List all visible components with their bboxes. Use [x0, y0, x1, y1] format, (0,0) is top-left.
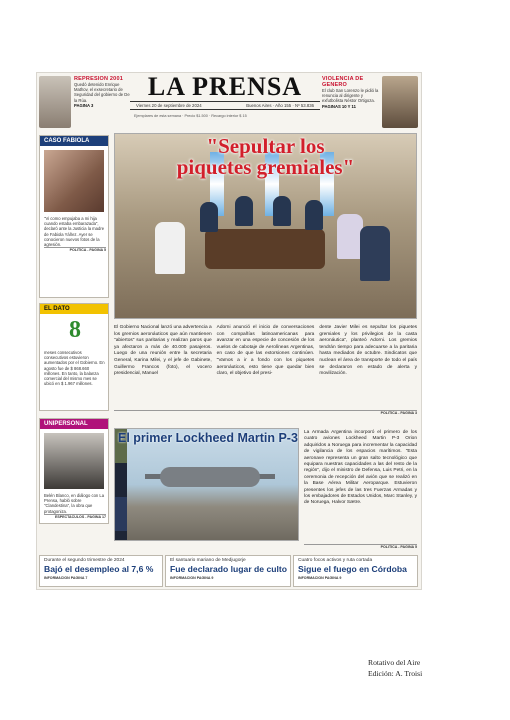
box-title: CASO FABIOLA	[40, 136, 108, 146]
box-title: EL DATO	[40, 304, 108, 314]
box-text: Belén Blanco, en diálogo con La Prensa, habló sobre "Clandestina", la obra que protagoniza.	[44, 493, 105, 514]
teaser-text: Quedó detenido Enrique Mathov, el exsecretario de Seguridad del gobierno de De la Rúa.	[74, 82, 130, 103]
person-shape	[115, 531, 127, 541]
strip-page: INFORMACION PAGINA 9	[298, 576, 342, 580]
story-column: El Gobierno Nacional lanzó una advertencia a los gremios aeronáuticos que aún mantienen "abiertos" sus paritarias y realizan paros que ya afectaron a más de 40.000 pasajeros. Luego de una reunión entre la secretaria General, Karina Milei, y el jefe de Gabinete, Guillermo Francos (foto), el vocero presidencial, Manuel	[114, 325, 212, 377]
story-column: dente Javier Milei es sepultar los piquetes gremiales y los privilegios de la casta aeronáutica", planteó Adorni. Los gremios tendrán tiempo para adecuarse a la paritaria hasta mediados de octubre. Sindicatos que nuclean el área de transporte de todo el país se declararon en estado de alerta y movilización.	[319, 325, 418, 377]
person-shape	[360, 226, 390, 281]
strip-item-desempleo[interactable]	[39, 555, 163, 587]
masthead	[130, 74, 320, 118]
person-shape	[115, 497, 127, 531]
headline-line-2: piquetes gremiales"	[176, 155, 355, 179]
strip-item-medjugorje[interactable]	[165, 555, 291, 587]
teaser-page: PAGINA 3	[74, 102, 94, 108]
strip-lead: El santuario mariano de Medjugorje	[170, 558, 246, 563]
credits	[368, 657, 478, 679]
header-right-teaser[interactable]	[322, 76, 418, 128]
teaser-photo	[39, 76, 71, 128]
person-shape	[115, 463, 127, 497]
box-title: UNIPERSONAL	[40, 419, 108, 429]
teaser-photo	[382, 76, 418, 128]
strip-page: INFORMACION PAGINA 7	[44, 576, 88, 580]
issue-city: Buenos Aires · Año 155 · Nº 53.836	[246, 103, 314, 108]
caso-fabiola-box[interactable]	[39, 135, 109, 298]
person-shape	[273, 196, 291, 226]
strip-lead: Cuatro focos activos y ruta cortada	[298, 558, 373, 563]
box-footer: POLITICA - PAGINA 5	[44, 247, 106, 252]
strip-headline: Sigue el fuego en Córdoba	[298, 564, 407, 574]
el-dato-box[interactable]	[39, 303, 109, 411]
lockheed-footer: POLITICA - PAGINA 5	[304, 544, 417, 549]
teaser-kicker: REPRESION 2001	[74, 76, 123, 82]
meeting-table	[205, 229, 325, 269]
belen-blanco-photo	[44, 433, 104, 489]
credits-line-1: Rotativo del Aire	[368, 658, 421, 667]
box-text: "Vi como empujaba a mi hija cuando estaba embarazada", declaró ante la Justicia la madre de Fabiola Yáñez. Ayer se conocieron nuevos fotos de la agresión.	[44, 216, 105, 248]
masthead-title: LA PRENSA	[147, 72, 303, 101]
header-left-teaser[interactable]	[39, 76, 129, 128]
masthead-subline: Ejemplares de esta semana · Precio $1.500 · Recargo interior $ 15	[134, 114, 247, 118]
strip-headline: Fue declarado lugar de culto	[170, 564, 287, 574]
box-footer: ESPECTACULOS - PAGINA 17	[44, 514, 106, 519]
main-story-text	[114, 325, 417, 413]
dato-number: 8	[69, 317, 81, 343]
person-shape	[200, 202, 218, 232]
story-column: Adorni anunció el inicio de conversaciones con compañías latinoamericanas para avanzar en una especie de concesión de los vuelos de cabotaje de Aerolíneas Argentinas, en caso de que las extorsiones continúen. "Vamos a ir a fondo con los piquetes aeronáuticos, esto tiene que quedar bien claro, el objetivo del presi-	[216, 325, 315, 377]
fabiola-photo	[44, 150, 104, 212]
teaser-text: El club San Lorenzo le pidió la renuncia al dirigente y exfutbolista Néstor Ortigoza.	[322, 88, 379, 104]
plane-shape	[160, 467, 260, 487]
main-headline[interactable]	[114, 136, 417, 178]
unipersonal-box[interactable]	[39, 418, 109, 524]
strip-item-cordoba[interactable]	[293, 555, 418, 587]
strip-headline: Bajó el desempleo al 7,6 %	[44, 564, 154, 574]
strip-page: INFORMACION PAGINA 9	[170, 576, 214, 580]
person-shape	[305, 200, 323, 230]
person-shape	[155, 222, 185, 274]
masthead-dateline	[130, 101, 320, 110]
box-text: meses consecutivos consecutivos estuvieron aumentados por el Gobierno. En agosto fue de $ 868.660 millones. En tanto, la balanza comercial del mismo mes se ubicó en $ 1.967 millones.	[44, 350, 105, 387]
strip-lead: Durante el segundo trimestre de 2024	[44, 558, 125, 563]
headline-line-1: "Sepultar los	[206, 134, 325, 158]
lockheed-text: La Armada Argentina incorporó el primero de los cuatro aviones Lockheed Martin P-3 Orion adquiridos a Noruega para incrementar la capacidad de vigilancia de los espacios marítimos. "Esta aeronave representa un gran salto tecnológico que equipara nuestras capacidades a las del resto de la región", dijo el ministro de Defensa, Luis Petri, en la ceremonia de recepción del avión que se realizó en la Base Aérea Militar Aeroparque. Estuvieron presentes los jefes de las tres Fuerzas Armadas y los embajadores de Estados Unidos, Marc Stanley, y de Noruega, Halvor Sætre.	[304, 430, 417, 506]
person-shape	[235, 196, 253, 226]
lockheed-headline[interactable]: El primer Lockheed Martin P-3	[118, 431, 298, 445]
teaser-page: PAGINAS 10 Y 11	[322, 103, 356, 109]
main-story-footer: POLITICA - PAGINA 3	[114, 410, 417, 415]
issue-date: Viernes 20 de septiembre de 2024	[136, 103, 202, 108]
teaser-kicker: VIOLENCIA DE GENERO	[322, 76, 364, 88]
credits-line-2: Edición: A. Troisi	[368, 669, 423, 678]
